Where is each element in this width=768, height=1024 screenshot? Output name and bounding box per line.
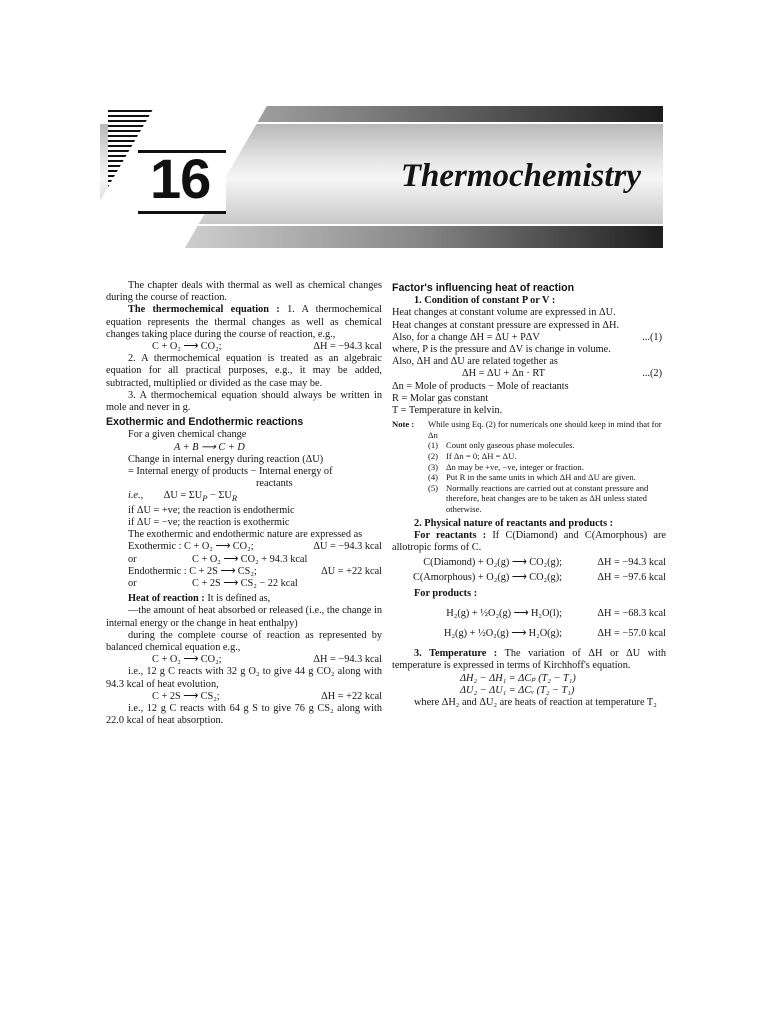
note-items [428,419,666,514]
note-number: (5) [428,482,439,493]
chapter-title: Thermochemistry [400,158,641,194]
condition-line: Δn = Mole of products − Mole of reactants [392,380,569,392]
equation-row [392,628,666,640]
heat-of-reaction-example: i.e., 12 g C reacts with 64 g S to give 76 g CS₂ along with 22.0 kcal of heat absorption. [106,702,382,727]
note-intro [428,419,666,440]
equation: ΔH = ΔU + Δn · RT [462,368,545,380]
equation-row [392,332,666,344]
equation-enthalpy: ΔH = +22 kcal [321,690,382,702]
thermochemical-eq-heading: The thermochemical equation : [128,304,280,316]
equation-enthalpy: ΔH = −94.3 kcal [313,341,382,353]
or-label: or [128,577,137,589]
note-label: Note : [392,419,415,430]
equation-tag: ...(1) [642,331,662,343]
temperature-line: where ΔH₂ and ΔU₂ are heats of reaction at temperature T₂ [414,697,657,709]
heat-of-reaction-example: i.e., 12 g C reacts with 32 g O₂ to give 44 g CO₂ along with 94.3 kcal of heat evolution, [106,666,382,690]
endo-reaction-row [106,578,382,590]
exo-reaction-value: ΔU = −94.3 kcal [313,541,382,553]
equation-row [392,608,666,620]
equation: C + O₂ ⟶ CO₂; [152,654,222,666]
delta-u-text: ΔU = ΣU [163,490,203,502]
equation-row [106,341,382,353]
reactants-label: For reactants : [414,529,487,541]
equation-enthalpy: ΔH = −97.6 kcal [597,572,666,584]
note-text: Put R in the same units in which ΔH and ΔU are given. [446,472,636,483]
note-item [428,472,666,483]
factors-heading: Factor's influencing heat of reaction [392,282,575,294]
exo-endo-heading: Exothermic and Endothermic reactions [106,416,304,429]
condition-line: Heat changes at constant pressure are expressed in ΔH. [392,319,620,331]
heat-of-reaction-definition: —the amount of heat absorbed or released (i.e., the change in internal energy or the change in heat enthalpy) [106,605,382,629]
physical-nature-heading: 2. Physical nature of reactants and products : [414,517,614,529]
products-label: For products : [414,587,478,599]
exo-line: reactants [256,478,293,490]
equation-tag: ...(2) [642,368,662,380]
equation-enthalpy: ΔH = −68.3 kcal [597,607,666,619]
equation: C + 2S ⟶ CS₂; [152,690,220,702]
reactants-paragraph [392,530,666,554]
left-column [106,280,382,727]
condition-line: R = Molar gas constant [392,392,489,404]
note-number: (2) [428,451,439,462]
reactants-text: If C(Diamond) and C(Amorphous) are allotropic forms of C. [392,529,666,553]
note-number: (4) [428,472,439,483]
equation-row [106,654,382,666]
equation: Also, for a change ΔH = ΔU + PΔV [392,331,540,343]
chapter-number: 16 [150,147,211,210]
thermochemical-eq-text-1: 1. A thermochemical equation represents the thermal changes as well as chemical changes taking place during the course of reaction, e.g., [106,304,383,340]
exo-reaction-row [106,541,382,553]
equation: C(Amorphous) + O₂(g) ⟶ CO₂(g); [412,572,562,584]
note-text: Δn may be +ve, −ve, integer or fraction. [446,461,584,472]
note-block [392,419,666,514]
kirchhoff-equation: ΔH₂ − ΔH₁ = ΔCₚ (T₂ − T₁) [460,672,576,684]
delta-u-text: − ΣU [207,490,232,502]
endo-reaction: C + 2S ⟶ CS₂ − 22 kcal [192,577,298,589]
exo-line: Change in internal energy during reaction (ΔU) [128,453,324,465]
banner-band-bottom [160,226,663,248]
condition-line: Heat changes at constant volume are expressed in ΔU. [392,307,616,319]
equation: H₂(g) + ½O₂(g) ⟶ H₂O(g); [444,628,562,639]
note-number: (1) [428,440,439,451]
exo-line: The exothermic and endothermic nature are expressed as [128,529,363,541]
exo-reaction: Exothermic : C + O₂ ⟶ CO₂; [128,541,254,553]
exo-reaction: C + O₂ ⟶ CO₂ + 94.3 kcal [192,553,308,565]
heat-of-reaction-paragraph [106,593,382,605]
subscript-p: P [202,493,208,504]
note-text: Count only gaseous phase molecules. [446,440,575,451]
kirchhoff-equation: ΔU₂ − ΔU₁ = ΔCᵥ (T₂ − T₁) [460,684,575,696]
note-number: (3) [428,461,439,472]
or-label: or [128,553,137,565]
temperature-text: The variation of ΔH or ΔU with temperature is expressed in terms of Kirchhoff's equation. [392,648,666,672]
equation-row [392,557,666,569]
exo-line: if ΔU = −ve; the reaction is exothermic [128,516,290,528]
heat-of-reaction-heading: Heat of reaction : [128,593,205,605]
ie-label: i.e., [128,490,144,502]
delta-u-definition [106,490,382,504]
condition-line: Also, ΔH and ΔU are related together as [392,356,558,368]
endo-reaction-row [106,566,382,578]
equation: C + O₂ ⟶ CO₂; [152,341,222,353]
equation-enthalpy: ΔH = −94.3 kcal [597,557,666,569]
thermochemical-eq-paragraph-1 [106,304,382,341]
heat-of-reaction-text: during the complete course of reaction as represented by balanced chemical equation e.g., [106,629,382,653]
thermochemical-eq-paragraph-2: 2. A thermochemical equation is treated as an algebraic equation for all practical purposes, e.g., it may be added, subtracted, multiplied or divided as the case may be. [106,353,382,389]
chapter-banner [100,104,663,250]
equation-row [392,572,666,584]
note-item [428,451,666,462]
note-item [428,483,666,515]
temperature-paragraph [392,648,666,672]
endo-reaction: Endothermic : C + 2S ⟶ CS₂; [128,565,257,577]
equation-row [392,368,666,380]
equation-enthalpy: ΔH = −94.3 kcal [313,654,382,666]
exo-line: For a given chemical change [128,429,247,441]
endo-reaction-value: ΔU = +22 kcal [321,565,382,577]
condition-line: where, P is the pressure and ΔV is change in volume. [392,344,611,356]
temperature-heading: 3. Temperature : [414,648,498,660]
exo-reaction-row [106,554,382,566]
condition-heading: 1. Condition of constant P or V : [414,295,556,307]
exo-line: = Internal energy of products − Internal energy of [128,466,333,478]
equation-enthalpy: ΔH = −57.0 kcal [597,628,666,639]
note-text: Normally reactions are carried out at constant pressure and therefore, heat changes are to be taken as ΔH unless stated otherwise. [446,482,649,514]
note-item [428,440,666,451]
heat-of-reaction-text: It is defined as, [207,593,271,605]
equation-row [106,691,382,703]
note-item [428,462,666,473]
thermochemical-eq-paragraph-3: 3. A thermochemical equation should always be written in mole and never in g. [106,389,382,414]
equation: C(Diamond) + O₂(g) ⟶ CO₂(g); [423,557,562,569]
exo-line: if ΔU = +ve; the reaction is endothermic [128,504,295,516]
subscript-r: R [231,493,238,504]
right-column [392,280,666,709]
note-intro-text: While using Eq. (2) for numericals one should keep in mind that for Δn [428,419,662,440]
equation: H₂(g) + ½O₂(g) ⟶ H₂O(l); [446,607,562,619]
exo-line: A + B ⟶ C + D [174,441,245,453]
intro-paragraph: The chapter deals with thermal as well as chemical changes during the course of reaction. [106,280,382,304]
condition-line: T = Temperature in kelvin. [392,405,503,417]
note-text: If Δn = 0; ΔH = ΔU. [446,451,517,462]
